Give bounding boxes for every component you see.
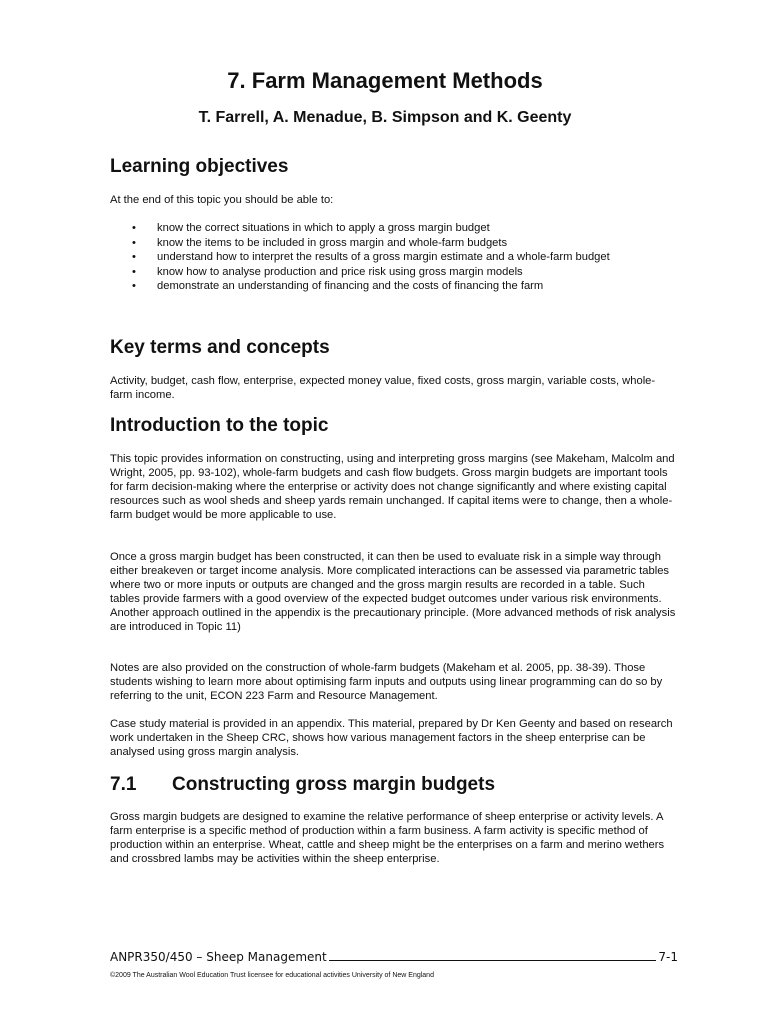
list-item-text: know the correct situations in which to apply a gross margin budget bbox=[157, 222, 490, 234]
list-item bbox=[110, 279, 640, 294]
section-7-1-text: Gross margin budgets are designed to examine the relative performance of sheep enterprise or activity levels. A farm enterprise is a specific method of production within a farm business. A farm activity is specific method of production within an enterprise. Wheat, cattle and sheep might be the enterprises on a farm and merino wethers and crossbred lambs may be activities within the sheep enterprise. bbox=[110, 811, 665, 865]
learning-objectives-intro: At the end of this topic you should be able to: bbox=[110, 194, 334, 206]
intro-paragraph-3: Notes are also provided on the construction of whole-farm budgets (Makeham et al. 2005, pp. 38-39). Those students wishing to learn more about optimising farm inputs and outputs using linear programming can do so by referring to the unit, ECON 223 Farm and Resource Management. bbox=[110, 662, 663, 702]
list-item bbox=[110, 265, 640, 280]
list-item-text: understand how to interpret the results of a gross margin estimate and a whole-farm budget bbox=[157, 251, 610, 264]
copyright-notice: ©2009 The Australian Wool Education Trust licensee for educational activities University of New England bbox=[110, 972, 434, 979]
list-item bbox=[110, 221, 640, 236]
page-number: 7-1 bbox=[658, 950, 678, 964]
list-item-text: demonstrate an understanding of financing and the costs of financing the farm bbox=[157, 280, 544, 293]
footer-course: ANPR350/450 – Sheep Management bbox=[110, 950, 327, 964]
list-item-text: know the items to be included in gross margin and whole-farm budgets bbox=[157, 236, 508, 249]
intro-paragraph-1: This topic provides information on constructing, using and interpreting gross margins (see Makeham, Malcolm and Wright, 2005, pp. 93-102), whole-farm budgets and cash flow budgets. Gross margin budgets are important tools for farm decision-making where the enterprise or activity does not change significantly and where existing capital resources such as wool sheds and sheep yards remain unchanged. If capital items were to change, then a whole-farm budget would be more applicable to use. bbox=[110, 453, 675, 521]
bullet-icon: • bbox=[132, 251, 136, 264]
learning-objectives-heading: Learning objectives bbox=[110, 156, 289, 177]
list-item bbox=[110, 236, 640, 251]
bullet-icon: • bbox=[132, 236, 136, 249]
list-item-text: know how to analyse production and price risk using gross margin models bbox=[157, 265, 523, 278]
list-item bbox=[110, 250, 640, 265]
learning-objectives-list bbox=[110, 221, 640, 294]
page-title: 7. Farm Management Methods bbox=[227, 68, 543, 93]
section-7-1-heading bbox=[110, 774, 670, 796]
key-terms-heading: Key terms and concepts bbox=[110, 337, 330, 358]
intro-paragraph-2: Once a gross margin budget has been constructed, it can then be used to evaluate risk in a simple way through either breakeven or target income analysis. More complicated interactions can be assessed via parametric tables where two or more inputs or outputs are changed and the gross margin results are recorded in a table. Such tables provide farmers with a good overview of the expected budget outcomes under various risk environments. Another approach outlined in the appendix is the precautionary principle. (More advanced methods of risk analysis are introduced in Topic 11) bbox=[110, 551, 676, 633]
section-title: Constructing gross margin budgets bbox=[172, 774, 496, 795]
bullet-icon: • bbox=[132, 222, 136, 234]
key-terms-text: Activity, budget, cash flow, enterprise, expected money value, fixed costs, gross margin, variable costs, whole-farm income. bbox=[110, 375, 656, 401]
bullet-icon: • bbox=[132, 265, 136, 278]
authors-line: T. Farrell, A. Menadue, B. Simpson and K. Geenty bbox=[198, 109, 572, 126]
introduction-heading: Introduction to the topic bbox=[110, 415, 329, 436]
bullet-icon: • bbox=[132, 280, 136, 293]
section-number: 7.1 bbox=[110, 774, 137, 795]
footer-rule bbox=[329, 950, 657, 961]
page-footer bbox=[110, 950, 678, 964]
intro-paragraph-4: Case study material is provided in an appendix. This material, prepared by Dr Ken Geenty and based on research work undertaken in the Sheep CRC, shows how various management factors in the sheep enterprise can be analysed using gross margin analysis. bbox=[110, 718, 673, 758]
